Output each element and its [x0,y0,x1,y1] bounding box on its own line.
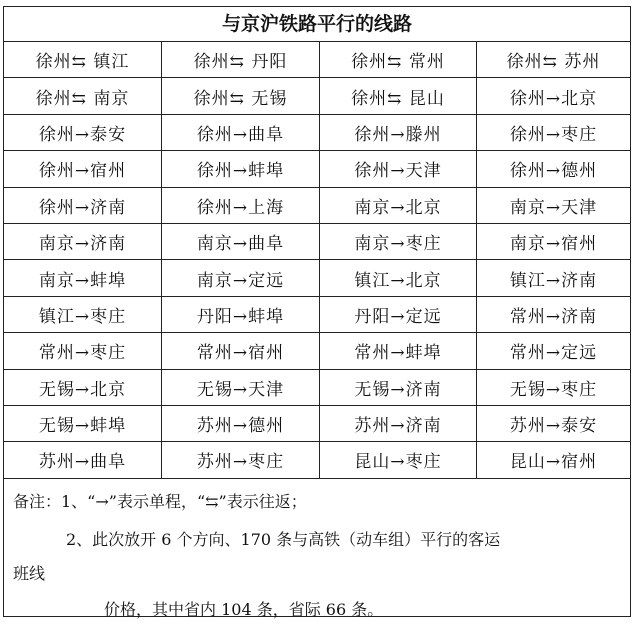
route-cell: 南京→曲阜 [162,224,320,260]
route-cell: 丹阳→定远 [320,297,477,333]
route-cell: 无锡→北京 [4,370,162,406]
note-line-4: 价格，其中省内 104 条，省际 66 条。 [104,600,384,619]
route-cell: 徐州→济南 [4,188,162,224]
route-cell: 苏州→泰安 [477,406,630,442]
route-cell: 徐州⇆ 昆山 [320,78,477,114]
route-cell: 徐州⇆ 南京 [4,78,162,114]
notes-section [4,481,630,617]
route-cell: 镇江→济南 [477,260,630,296]
note-line-3: 班线 [13,564,46,583]
route-cell: 常州→定远 [477,333,630,369]
note-line-1: 备注：1、“→”表示单程，“⇆”表示往返； [13,492,307,511]
route-grid [4,42,630,479]
route-cell: 徐州⇆ 常州 [320,42,477,78]
route-cell: 徐州→北京 [477,78,630,114]
route-cell: 徐州→曲阜 [162,115,320,151]
route-cell: 徐州→宿州 [4,151,162,187]
document-table [3,6,631,617]
table-title: 与京沪铁路平行的线路 [4,7,630,42]
route-cell: 镇江→枣庄 [4,297,162,333]
route-cell: 南京→天津 [477,188,630,224]
route-cell: 苏州→曲阜 [4,442,162,478]
route-cell: 常州→枣庄 [4,333,162,369]
route-cell: 徐州→滕州 [320,115,477,151]
route-cell: 南京→北京 [320,188,477,224]
route-cell: 无锡→枣庄 [477,370,630,406]
route-cell: 徐州→德州 [477,151,630,187]
route-cell: 徐州⇆ 丹阳 [162,42,320,78]
route-cell: 常州→济南 [477,297,630,333]
route-cell: 徐州→天津 [320,151,477,187]
route-cell: 徐州⇆ 镇江 [4,42,162,78]
route-cell: 南京→宿州 [477,224,630,260]
route-cell: 常州→蚌埠 [320,333,477,369]
route-cell: 南京→定远 [162,260,320,296]
route-cell: 无锡→天津 [162,370,320,406]
route-cell: 徐州→泰安 [4,115,162,151]
route-cell: 无锡→济南 [320,370,477,406]
note-line-2: 2、此次放开 6 个方向、170 条与高铁（动车组）平行的客运 [66,530,501,549]
route-cell: 常州→宿州 [162,333,320,369]
route-cell: 无锡→蚌埠 [4,406,162,442]
route-cell: 徐州⇆ 苏州 [477,42,630,78]
route-cell: 丹阳→蚌埠 [162,297,320,333]
route-cell: 徐州→蚌埠 [162,151,320,187]
route-cell: 徐州→枣庄 [477,115,630,151]
route-cell: 南京→济南 [4,224,162,260]
route-cell: 苏州→济南 [320,406,477,442]
route-cell: 徐州→上海 [162,188,320,224]
route-cell: 苏州→枣庄 [162,442,320,478]
route-cell: 镇江→北京 [320,260,477,296]
route-cell: 昆山→枣庄 [320,442,477,478]
route-cell: 苏州→德州 [162,406,320,442]
route-cell: 昆山→宿州 [477,442,630,478]
route-cell: 徐州⇆ 无锡 [162,78,320,114]
route-cell: 南京→枣庄 [320,224,477,260]
route-cell: 南京→蚌埠 [4,260,162,296]
